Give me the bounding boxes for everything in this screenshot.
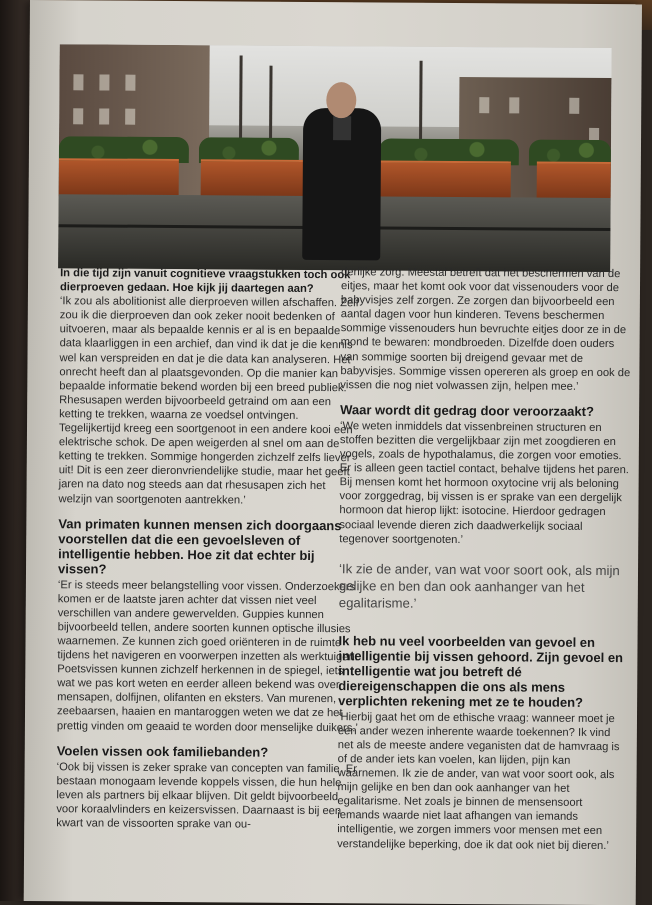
heading-cause: Waar wordt dit gedrag door veroorzaakt? — [340, 402, 594, 419]
answer-family: ‘Ook bij vissen is zeker sprake van concepten van familie. Er bestaan monogaam levende koppels vissen, die hun hele leven als partners bij elkaar blijven. Dit geldt bijvoorbeeld voor koraalvlinders en keizersvissen. Daarnaast is bij een kwart van de vissoorten sprake van ou- — [56, 760, 358, 831]
right-column — [337, 265, 631, 863]
heading-family: Voelen vissen ook familiebanden? — [56, 742, 269, 760]
answer-fish: ‘Er is steeds meer belangstelling voor vissen. Onderzoekers komen er de laatste jaren achter dat vissen niet veel verschillen van andere gewervelden. Guppies kunnen bijvoorbeeld tellen, andere soorten kunnen optische illusies waarnemen. Ze kunnen zich goed oriënteren in de ruimte tijdens het navigeren en voorwerpen inzetten als werktuigen. Poetsvissen kunnen zichzelf herkennen in de spiegel, iets wat we pas kort weten en eerder alleen bekend was over mensapen, dolfijnen, olifanten en eksters. Van murenen, zeebaarsen, haaien en mantaroggen weten we dat ze het prettig vinden om geaaid te worden door menselijke duikers.’ — [56, 578, 358, 734]
canal-photo — [58, 44, 612, 272]
answer-intro: ‘Ik zou als abolitionist alle dierproeven willen afschaffen. Zelf zou ik die dierproeven dan ook zeker nooit bedenken of uitvoeren, maar als bepaalde kennis er al is en bepaalde data klaarliggen in een archief, dan vind ik dat je die kennis wel kan verspreiden en dat je die data kan analyseren. Het onrecht heeft dan al plaatsgevonden. Op die manier kan bepaalde informatie bekend worden bij een breed publiek. Rhesusapen werden bijvoorbeeld getraind om aan een ketting te trekken, waarna ze voedsel ontvingen. Tegelijkertijd kreeg een soortgenoot in een andere kooi een elektrische schok. De apen weigerden al snel om aan de ketting te trekken. Sommige hongerden zichzelf zelfs liever uit! Dit is een zeer dieronvriendelijke studie, maar het geeft jaren na dato nog steeds aan dat rhesusapen zich het welzijn van soortgenoten aantrekken.’ — [58, 295, 359, 507]
left-column — [56, 266, 362, 842]
question-intro: In die tijd zijn vanuit cognitieve vraagstukken toch ook dierproeven gedaan. Hoe kijk jij daartegen aan? — [59, 267, 351, 296]
pull-quote: ‘Ik zie de ander, van wat voor soort ook, als mijn gelijke en ben dan ook aanhanger van het egalitarisme.’ — [338, 560, 620, 611]
answer-ethics: ‘Hierbij gaat het om de ethische vraag: wanneer moet je een ander wezen inherente waarde toekennen? Ik vind net als de meeste andere veganisten dat de hamvraag is of de ander iets kan voelen, kan lijden, pijn kan waarnemen. Ik zie de ander, van wat voor soort ook, als mijn gelijke en ben dan ook aanhanger van het egalitarisme. Net zoals je binnen de mensensoort iemands waarde niet laat afhangen van iemands intelligentie, we zorgen immers voor mensen met een verstandelijke beperking, doe ik dat ook niet bij dieren.’ — [337, 710, 620, 852]
question-primates: Van primaten kunnen mensen zich doorgaans voorstellen dat die een gevoelsleven of intelligentie hebben. Hoe zit dat echter bij vissen? — [57, 515, 342, 577]
question-ethics: Ik heb nu veel voorbeelden van gevoel en intelligentie bij vissen gehoord. Zijn gevoel en intelligentie wat jou betreft dé diereigenschappen die ons als mens verplichten rekening met ze te houden? — [338, 632, 624, 710]
answer-family-continued: derlijke zorg. Meestal betreft dat het beschermen van de eitjes, maar het komt ook voor dat vissenouders voor de babyvisjes zelf zorgen. Ze zorgen dan bijvoorbeeld een aantal dagen voor hun kinderen. Tevens beschermen sommige vissenouders hun bevruchte eitjes door ze in de mond te bewaren: mondbroeden. Dizelfde doen ouders van sommige soorten bij dreigend gevaar met de babyvisjes. Sommige vissen opereren als groep en ook de vissen die nog niet volwassen zijn, helpen mee.’ — [340, 266, 631, 393]
magazine-page — [24, 0, 642, 905]
answer-cause: ‘We weten inmiddels dat vissenbreinen structuren en stoffen bezitten die vergelijkbaar zijn met zoogdieren en vogels, zoals de hypothalamus, die zorgen voor emoties. Er is alleen geen tactiel contact, behalve tijdens het paren. Bij mensen komt het hormoon oxytocine vrij als beloning voor zorggedrag, bij vissen is er sprake van een dergelijk hormoon dat hierop lijkt: isotocine. Hierdoor gedragen sociaal levende dieren zich daadwerkelijk sociaal tegenover soortgenoten.’ — [339, 420, 629, 546]
